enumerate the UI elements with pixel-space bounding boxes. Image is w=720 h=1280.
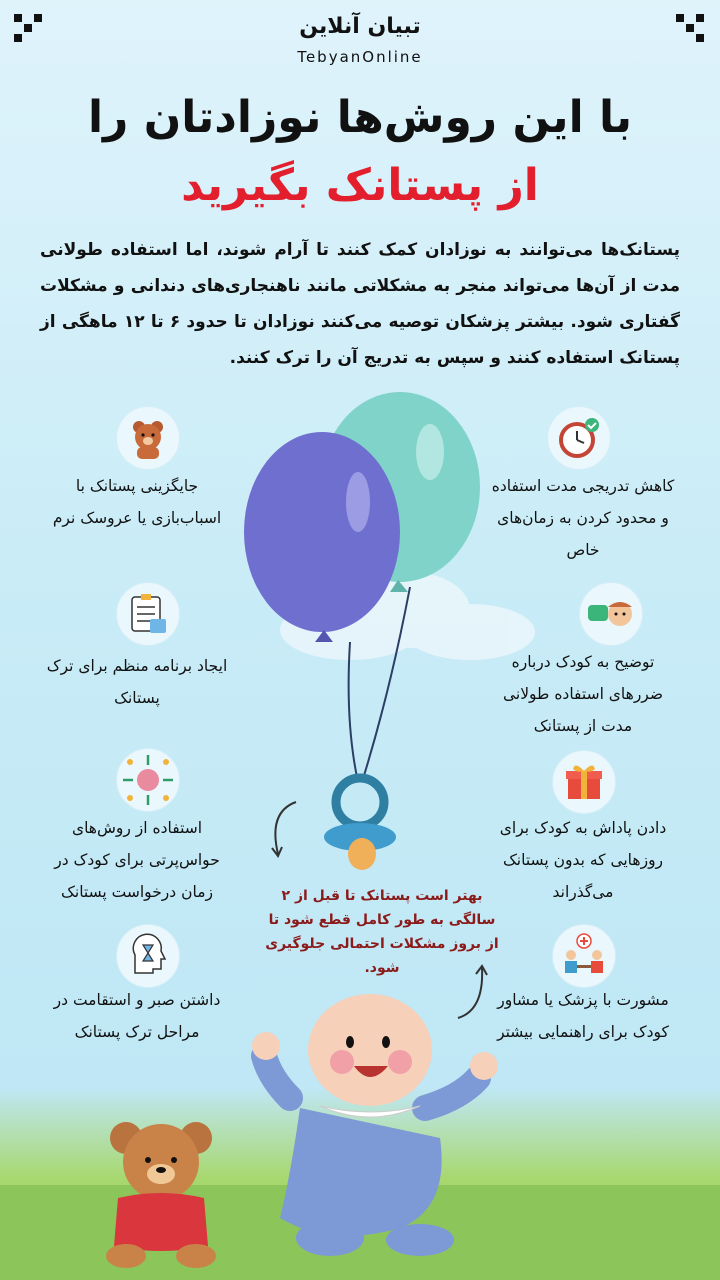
tip-right-3: دادن پاداش به کودک برای روزهایی که بدون پستانک می‌گذراند [499, 819, 667, 901]
curved-arrow-icon [262, 798, 302, 864]
tip-left-2: ایجاد برنامه منظم برای ترک پستانک [46, 657, 228, 707]
talking-faces-icon [579, 582, 643, 646]
page-subtitle: از پستانک بگیرید [181, 160, 539, 211]
tip-left-4: داشتن صبر و استقامت در مراحل ترک پستانک [53, 991, 221, 1041]
teddy-bear-icon [116, 406, 180, 470]
important-note: بهتر است پستانک تا قبل از ۲ سالگی به طور کامل قطع شود تا از بروز مشکلات احتمالی جلوگیری شود. [265, 888, 499, 976]
tip-right-2: توضیح به کودک درباره ضررهای استفاده طولانی مدت از پستانک [502, 653, 664, 735]
tip-left-3: استفاده از روش‌های حواس‌پرتی برای کودک در زمان درخواست پستانک [54, 819, 220, 901]
calendar-checklist-icon [116, 582, 180, 646]
logo-english: TebyanOnline [297, 48, 423, 66]
doctor-consult-icon [552, 924, 616, 988]
intro-paragraph: پستانک‌ها می‌توانند به نوزادان کمک کنند تا آرام شوند، اما استفاده طولانی مدت از آن‌ها می‌تواند منجر به مشکلاتی مانند ناهنجاری‌های دندانی و مشکلات گفتاری شود. بیشتر پزشکان توصیه می‌کنند نوزادان تا حدود ۶ تا ۱۲ ماهگی از پستانک استفاده کنند و سپس به تدریج آن را ترک کنند. [40, 240, 680, 368]
logo-persian: تبیان آنلاین [299, 14, 421, 39]
brain-distraction-icon [116, 748, 180, 812]
page-title: با این روش‌ها نوزادتان را [87, 92, 633, 143]
gift-icon [552, 750, 616, 814]
tip-left-1: جایگزینی پستانک با اسباب‌بازی یا عروسک نرم [52, 477, 222, 527]
teddy-bear-illustration [96, 1118, 226, 1268]
hourglass-head-icon [116, 924, 180, 988]
baby-illustration [250, 978, 520, 1270]
clock-icon [547, 406, 611, 470]
tip-right-4: مشورت با پزشک یا مشاور کودک برای راهنمایی بیشتر [497, 991, 669, 1041]
tip-right-1: کاهش تدریجی مدت استفاده و محدود کردن به زمان‌های خاص [491, 477, 675, 559]
